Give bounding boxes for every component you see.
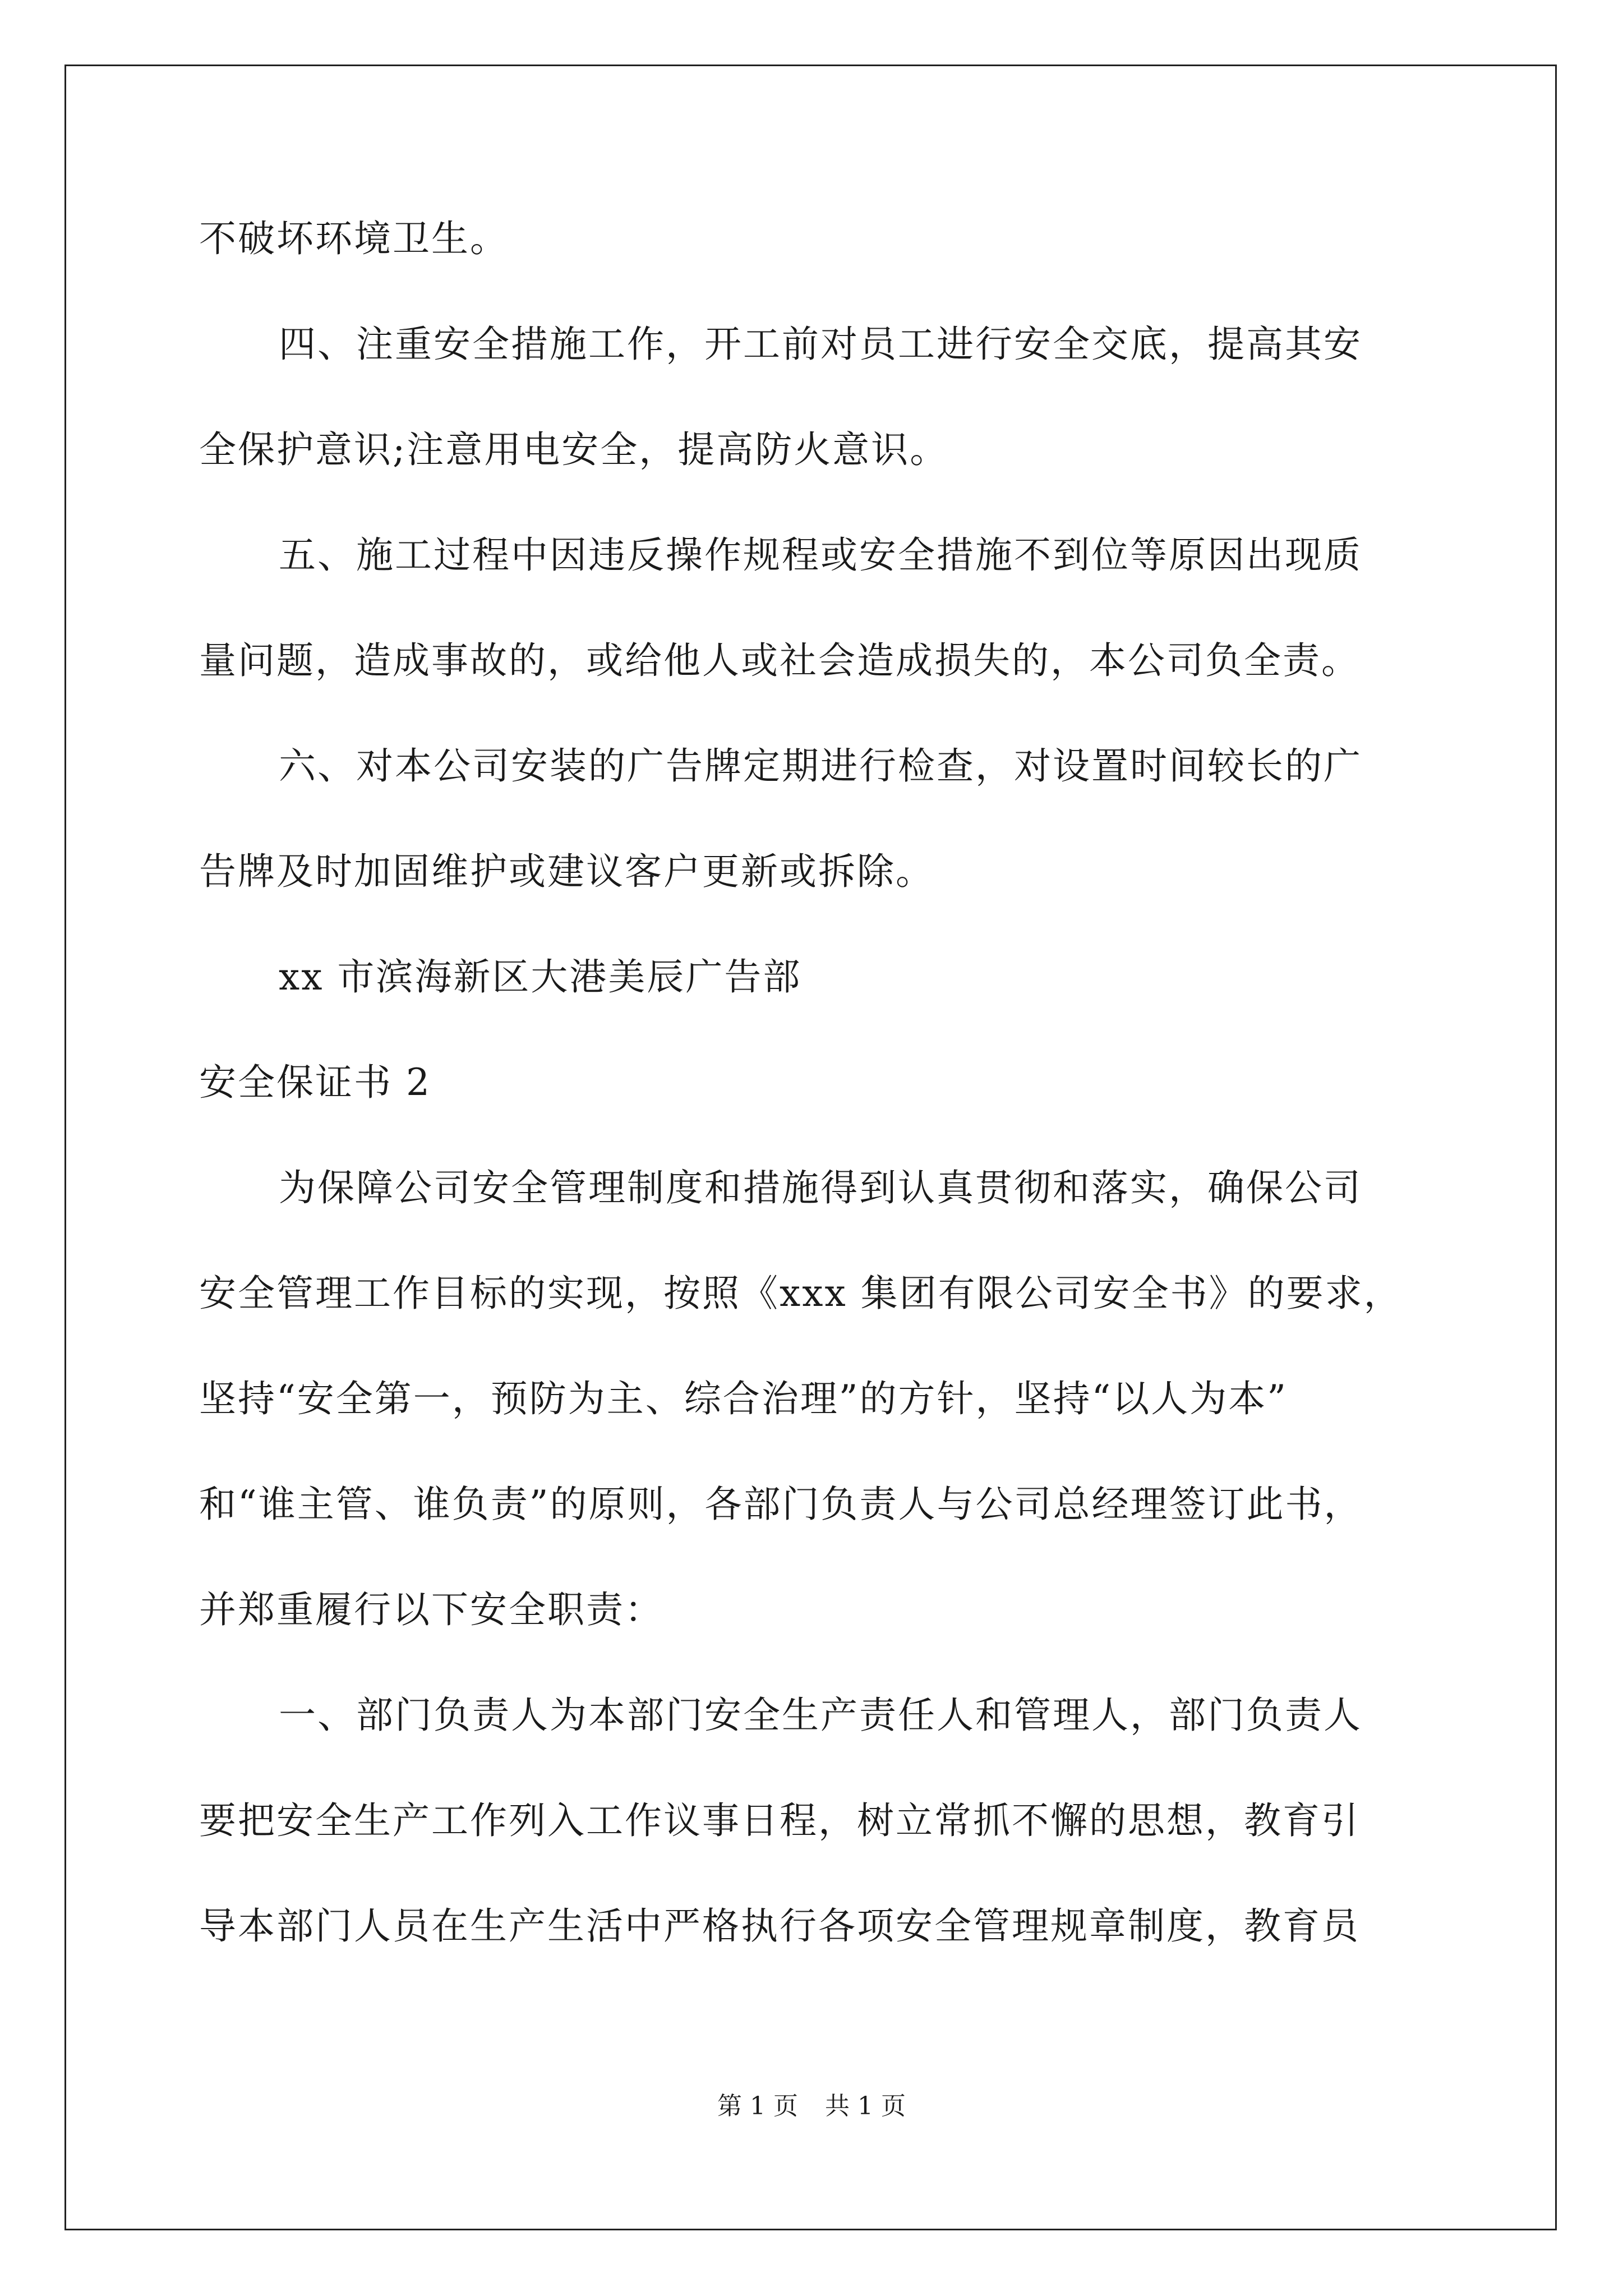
text-line: 和“谁主管、谁负责”的原则，各部门负责人与公司总经理签订此书， [199,1483,1363,1526]
text-line: 并郑重履行以下安全职责： [199,1588,663,1631]
page-number: 第 1 页 [717,2092,798,2120]
text-line: 坚持“安全第一，预防为主、综合治理”的方针，坚持“以人为本” [199,1377,1288,1420]
text-line: 安全管理工作目标的实现，按照《xxx 集团有限公司安全书》的要求， [199,1272,1403,1315]
text-line: 告牌及时加固维护或建议客户更新或拆除。 [199,850,934,893]
text-line: 量问题，造成事故的，或给他人或社会造成损失的，本公司负全责。 [199,639,1360,682]
text-line: 为保障公司安全管理制度和措施得到认真贯彻和落实，确保公司 [279,1166,1362,1209]
page-total: 共 1 页 [825,2092,906,2120]
signature-line: xx 市滨海新区大港美辰广告部 [279,955,802,999]
text-line: 不破坏环境卫生。 [199,217,509,260]
text-line: 五、施工过程中因违反操作规程或安全措施不到位等原因出现质 [279,533,1362,577]
text-line: 要把安全生产工作列入工作议事日程，树立常抓不懈的思想，教育引 [199,1799,1360,1842]
text-line: 全保护意识;注意用电安全，提高防火意识。 [199,428,949,471]
section-heading: 安全保证书 2 [199,1061,431,1104]
text-line: 六、对本公司安装的广告牌定期进行检查，对设置时间较长的广 [279,744,1362,788]
text-line: 导本部门人员在生产生活中严格执行各项安全管理规章制度，教育员 [199,1904,1360,1948]
page-footer [0,2091,1623,2122]
text-line: 四、注重安全措施工作，开工前对员工进行安全交底，提高其安 [279,323,1362,366]
text-line: 一、部门负责人为本部门安全生产责任人和管理人，部门负责人 [279,1694,1362,1737]
